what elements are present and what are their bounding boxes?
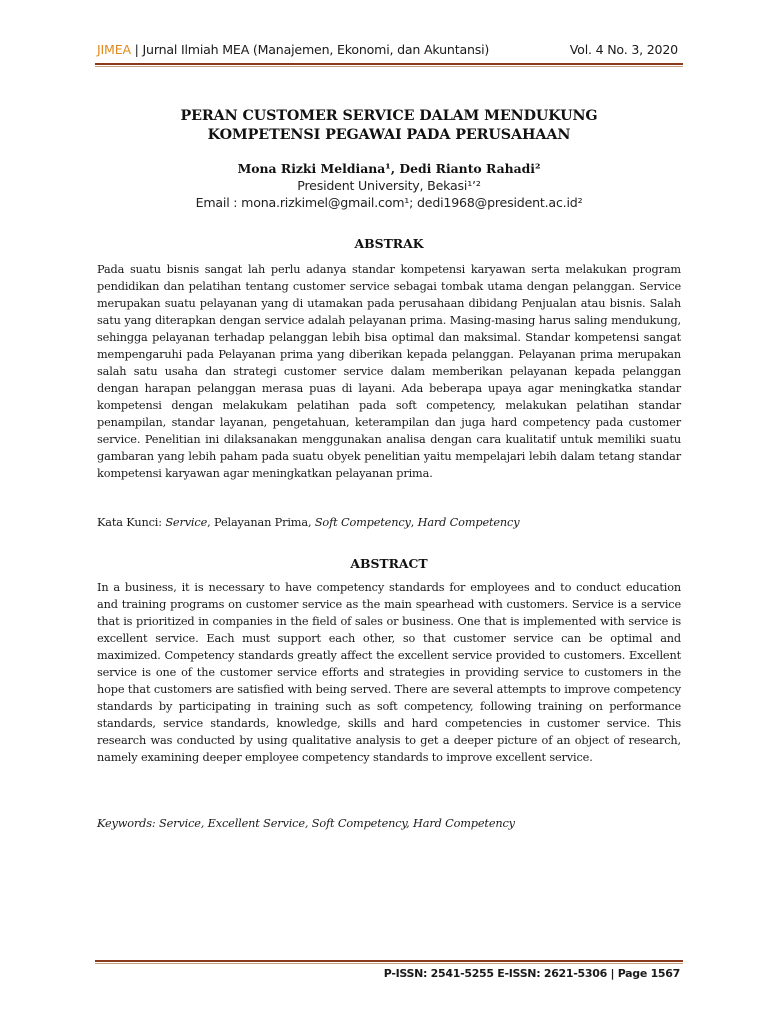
footer-rule bbox=[95, 960, 683, 962]
header-separator: | bbox=[130, 42, 143, 57]
journal-name: Jurnal Ilmiah MEA (Manajemen, Ekonomi, dan Akuntansi) bbox=[142, 42, 490, 57]
keyword: Soft Competency bbox=[314, 516, 411, 529]
affiliation: President University, Bekasi¹ʼ² bbox=[297, 178, 481, 193]
volume-issue: Vol. 4 No. 3, 2020 bbox=[569, 42, 678, 57]
kata-kunci-label: Kata Kunci: bbox=[97, 516, 166, 529]
kata-kunci: Kata Kunci: Service, Pelayanan Prima, Soft Competency, Hard Competency bbox=[97, 516, 520, 529]
header-rule-thin bbox=[95, 66, 683, 67]
abstract-heading: ABSTRACT bbox=[350, 556, 428, 571]
title-line: KOMPETENSI PEGAWAI PADA PERUSAHAAN bbox=[207, 127, 571, 143]
abstrak-heading: ABSTRAK bbox=[354, 236, 424, 251]
title-line: PERAN CUSTOMER SERVICE DALAM MENDUKUNG bbox=[180, 108, 598, 124]
journal-brand: JIMEA bbox=[97, 42, 131, 57]
running-header bbox=[97, 42, 678, 60]
keyword: Pelayanan Prima bbox=[214, 516, 308, 529]
header-rule bbox=[95, 63, 683, 65]
page-footer: P-ISSN: 2541-5255 E-ISSN: 2621-5306 | Page 1567 bbox=[383, 967, 680, 980]
abstrak-body: Pada suatu bisnis sangat lah perlu adanya standar kompetensi karyawan serta melakukan program pendidikan dan pelatihan tentang customer service sebagai tombak utama dengan pelanggan. Service merupakan suatu pelayanan yang di utamakan pada perusahaan dibidang Penjualan atau bisnis. Salah satu yang diterapkan dengan service adalah pelayanan prima. Masing-masing harus saling mendukung, sehingga pelayanan terhadap pelanggan lebih bisa optimal dan maksimal. Standar kompetensi sangat mempengaruhi pada Pelayanan prima yang diberikan kepada pelanggan. Pelayanan prima merupakan salah satu usaha dan strategi customer service dalam memberikan pelayanan kepada pelanggan dengan harapan pelanggan merasa puas di layani. Ada beberapa upaya agar meningkatka standar kompetensi dengan melakukam pelatihan pada soft competency, melakukan pelatihan standar penampilan, standar layanan, pengetahuan, keterampilan dan juga hard competency pada customer service. Penelitian ini dilaksanakan menggunakan analisa dengan cara kualitatif untuk memiliki suatu gambaran yang lebih paham pada suatu obyek penelitian yaitu mempelajari lebih dalam tetang standar kompetensi karyawan agar meningkatkan pelayanan prima. bbox=[97, 263, 681, 480]
authors: Mona Rizki Meldiana¹, Dedi Rianto Rahadi² bbox=[237, 161, 541, 176]
keyword: Hard Competency bbox=[417, 516, 520, 529]
footer-rule-thin bbox=[95, 963, 683, 964]
author-emails: Email : mona.rizkimel@gmail.com¹; dedi1968@president.ac.id² bbox=[195, 195, 583, 210]
abstract-body: In a business, it is necessary to have competency standards for employees and to conduct education and training programs on customer service as the main spearhead with customers. Service is a service that is prioritized in companies in the field of sales or business. One that is implemented with service is excellent service. Each must support each other, so that customer service can be optimal and maximized. Competency standards greatly affect the excellent service provided to customers. Excellent service is one of the customer service efforts and strategies in providing service to customers in the hope that customers are satisfied with being served. There are several attempts to improve competency standards by participating in training such as soft competency, following training on performance standards, service standards, knowledge, skills and hard competencies in customer service. This research was conducted by using qualitative analysis to get a deeper picture of an object of research, namely examining deeper employee competency standards to improve excellent service. bbox=[97, 581, 681, 764]
journal-title bbox=[97, 42, 489, 57]
keyword: Service bbox=[165, 516, 208, 529]
paper-title bbox=[97, 107, 681, 145]
keywords: Keywords: Service, Excellent Service, Soft Competency, Hard Competency bbox=[97, 817, 515, 830]
